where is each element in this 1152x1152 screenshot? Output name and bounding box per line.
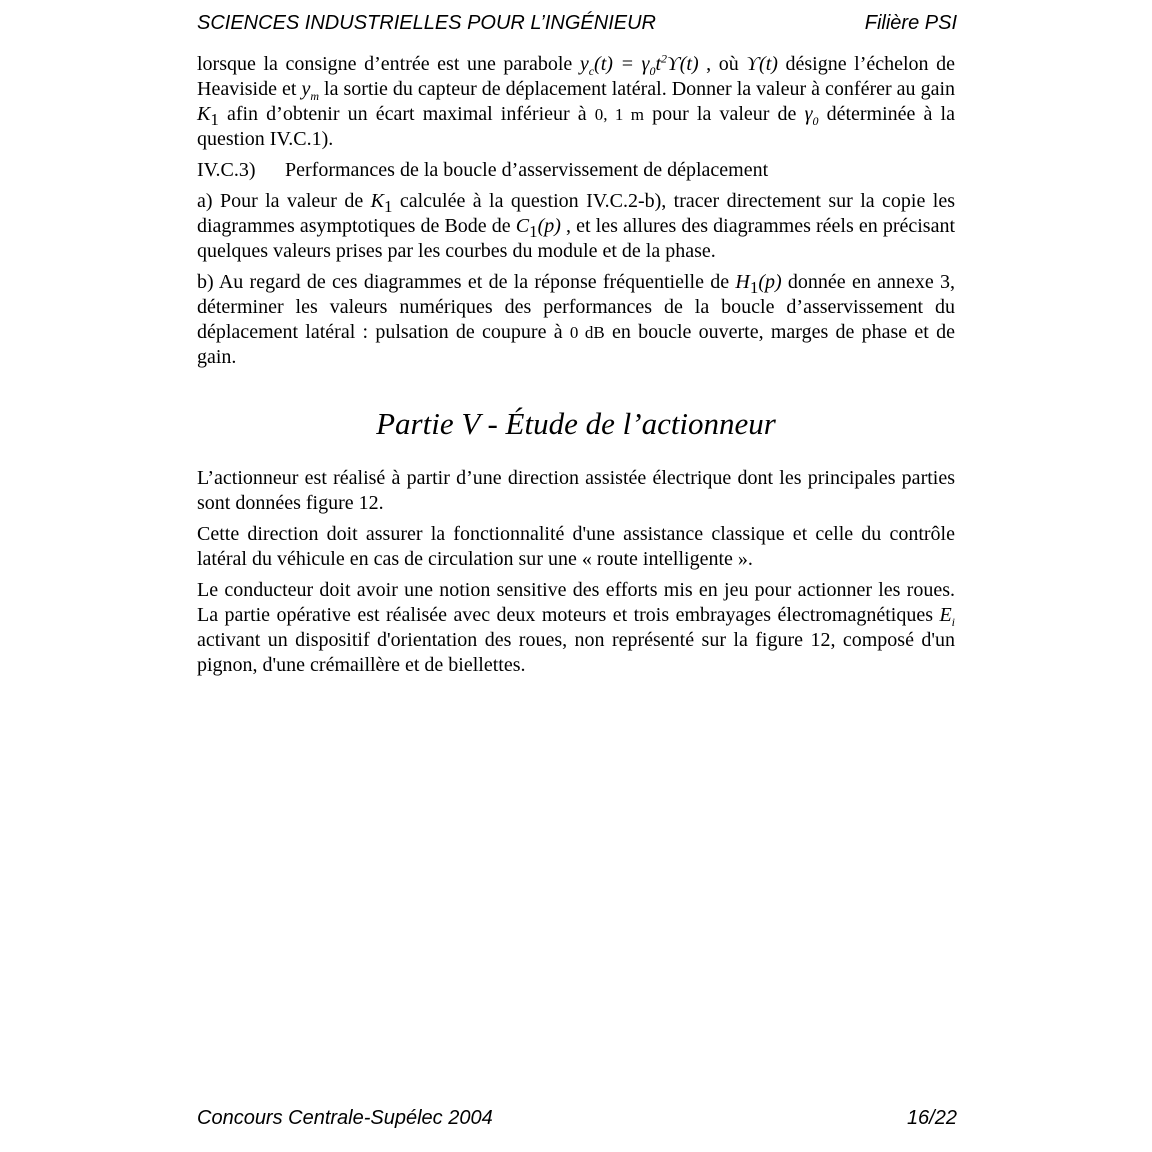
math-k1: $K_1$ — [370, 190, 393, 216]
paragraph-question-b: b) Au regard de ces diagrammes et de la réponse fréquentielle de $H_1(p)$ donnée en annexe 3, déterminer les valeurs numériques des performances de la boucle d’asservissement du déplacement latéral : pulsation de coupure à 0 dB en boucle ouverte, marges de phase et de gain. — [197, 271, 956, 368]
section-title: Performances de la boucle d’asservissement de déplacement — [285, 159, 769, 181]
math-db: 0 dB — [569, 323, 605, 342]
page-footer — [197, 1106, 957, 1130]
header-subject: SCIENCES INDUSTRIELLES POUR L’INGÉNIEUR — [197, 12, 656, 34]
part-title: Partie V - Étude de l’actionneur — [376, 406, 776, 441]
math-ym: $y_m$ — [301, 78, 319, 103]
math-ei: $E_i$ — [939, 604, 955, 629]
math-gamma0: $\gamma_0$ — [804, 103, 819, 128]
header-track: Filière PSI — [864, 12, 957, 34]
math-value: 0, 1 m — [594, 105, 644, 124]
math-yc: $y_c(t) = \gamma_0t^2ϒ(t)$ — [579, 51, 699, 78]
paragraph-actionneur: L’actionneur est réalisé à partir d’une direction assistée électrique dont les principales parties sont données figure 12. — [197, 467, 955, 514]
page-header — [197, 11, 957, 35]
paragraph-direction: Cette direction doit assurer la fonctionnalité d'une assistance classique et celle du contrôle latéral du véhicule en cas de circulation sur une « route intelligente ». — [197, 523, 955, 570]
footer-contest: Concours Centrale-Supélec 2004 — [197, 1107, 493, 1129]
page-content — [197, 52, 955, 684]
section-heading — [197, 158, 955, 183]
math-k1: $K_1$ — [197, 103, 219, 129]
paragraph-question-a: a) Pour la valeur de $K_1$ calculée à la question IV.C.2-b), tracer directement sur la copie les diagrammes asymptotiques de Bode de $C_1(p)$ , et les allures des diagrammes réels en précisant quelques valeurs prises par les courbes du module et de la phase. — [197, 190, 956, 262]
paragraph-conducteur: Le conducteur doit avoir une notion sensitive des efforts mis en jeu pour actionner les roues. La partie opérative est réalisée avec deux moteurs et trois embrayages électromagnétiques $E_i$ activant un dispositif d'orientation des roues, non représenté sur la figure 12, composé d'un pignon, d'une crémaillère et de biellettes. — [197, 579, 955, 676]
math-h1: $H_1(p)$ — [735, 271, 782, 297]
paragraph-consigne: lorsque la consigne d’entrée est une parabole $y_c(t) = \gamma_0t^2ϒ(t)$ , où ϒ(t) désigne l’échelon de Heaviside et $y_m$ la sortie du capteur de déplacement latéral. Donner la valeur à conférer au gain $K_1$ afin d’obtenir un écart maximal inférieur à 0, 1 m pour la valeur de $\gamma_0$ déterminée à la question IV.C.1). — [197, 51, 955, 150]
section-label: IV.C.3) — [197, 159, 256, 181]
math-heaviside: ϒ(t) — [746, 53, 778, 75]
math-c1: $C_1(p)$ — [515, 215, 561, 241]
page-number: 16/22 — [906, 1107, 957, 1129]
